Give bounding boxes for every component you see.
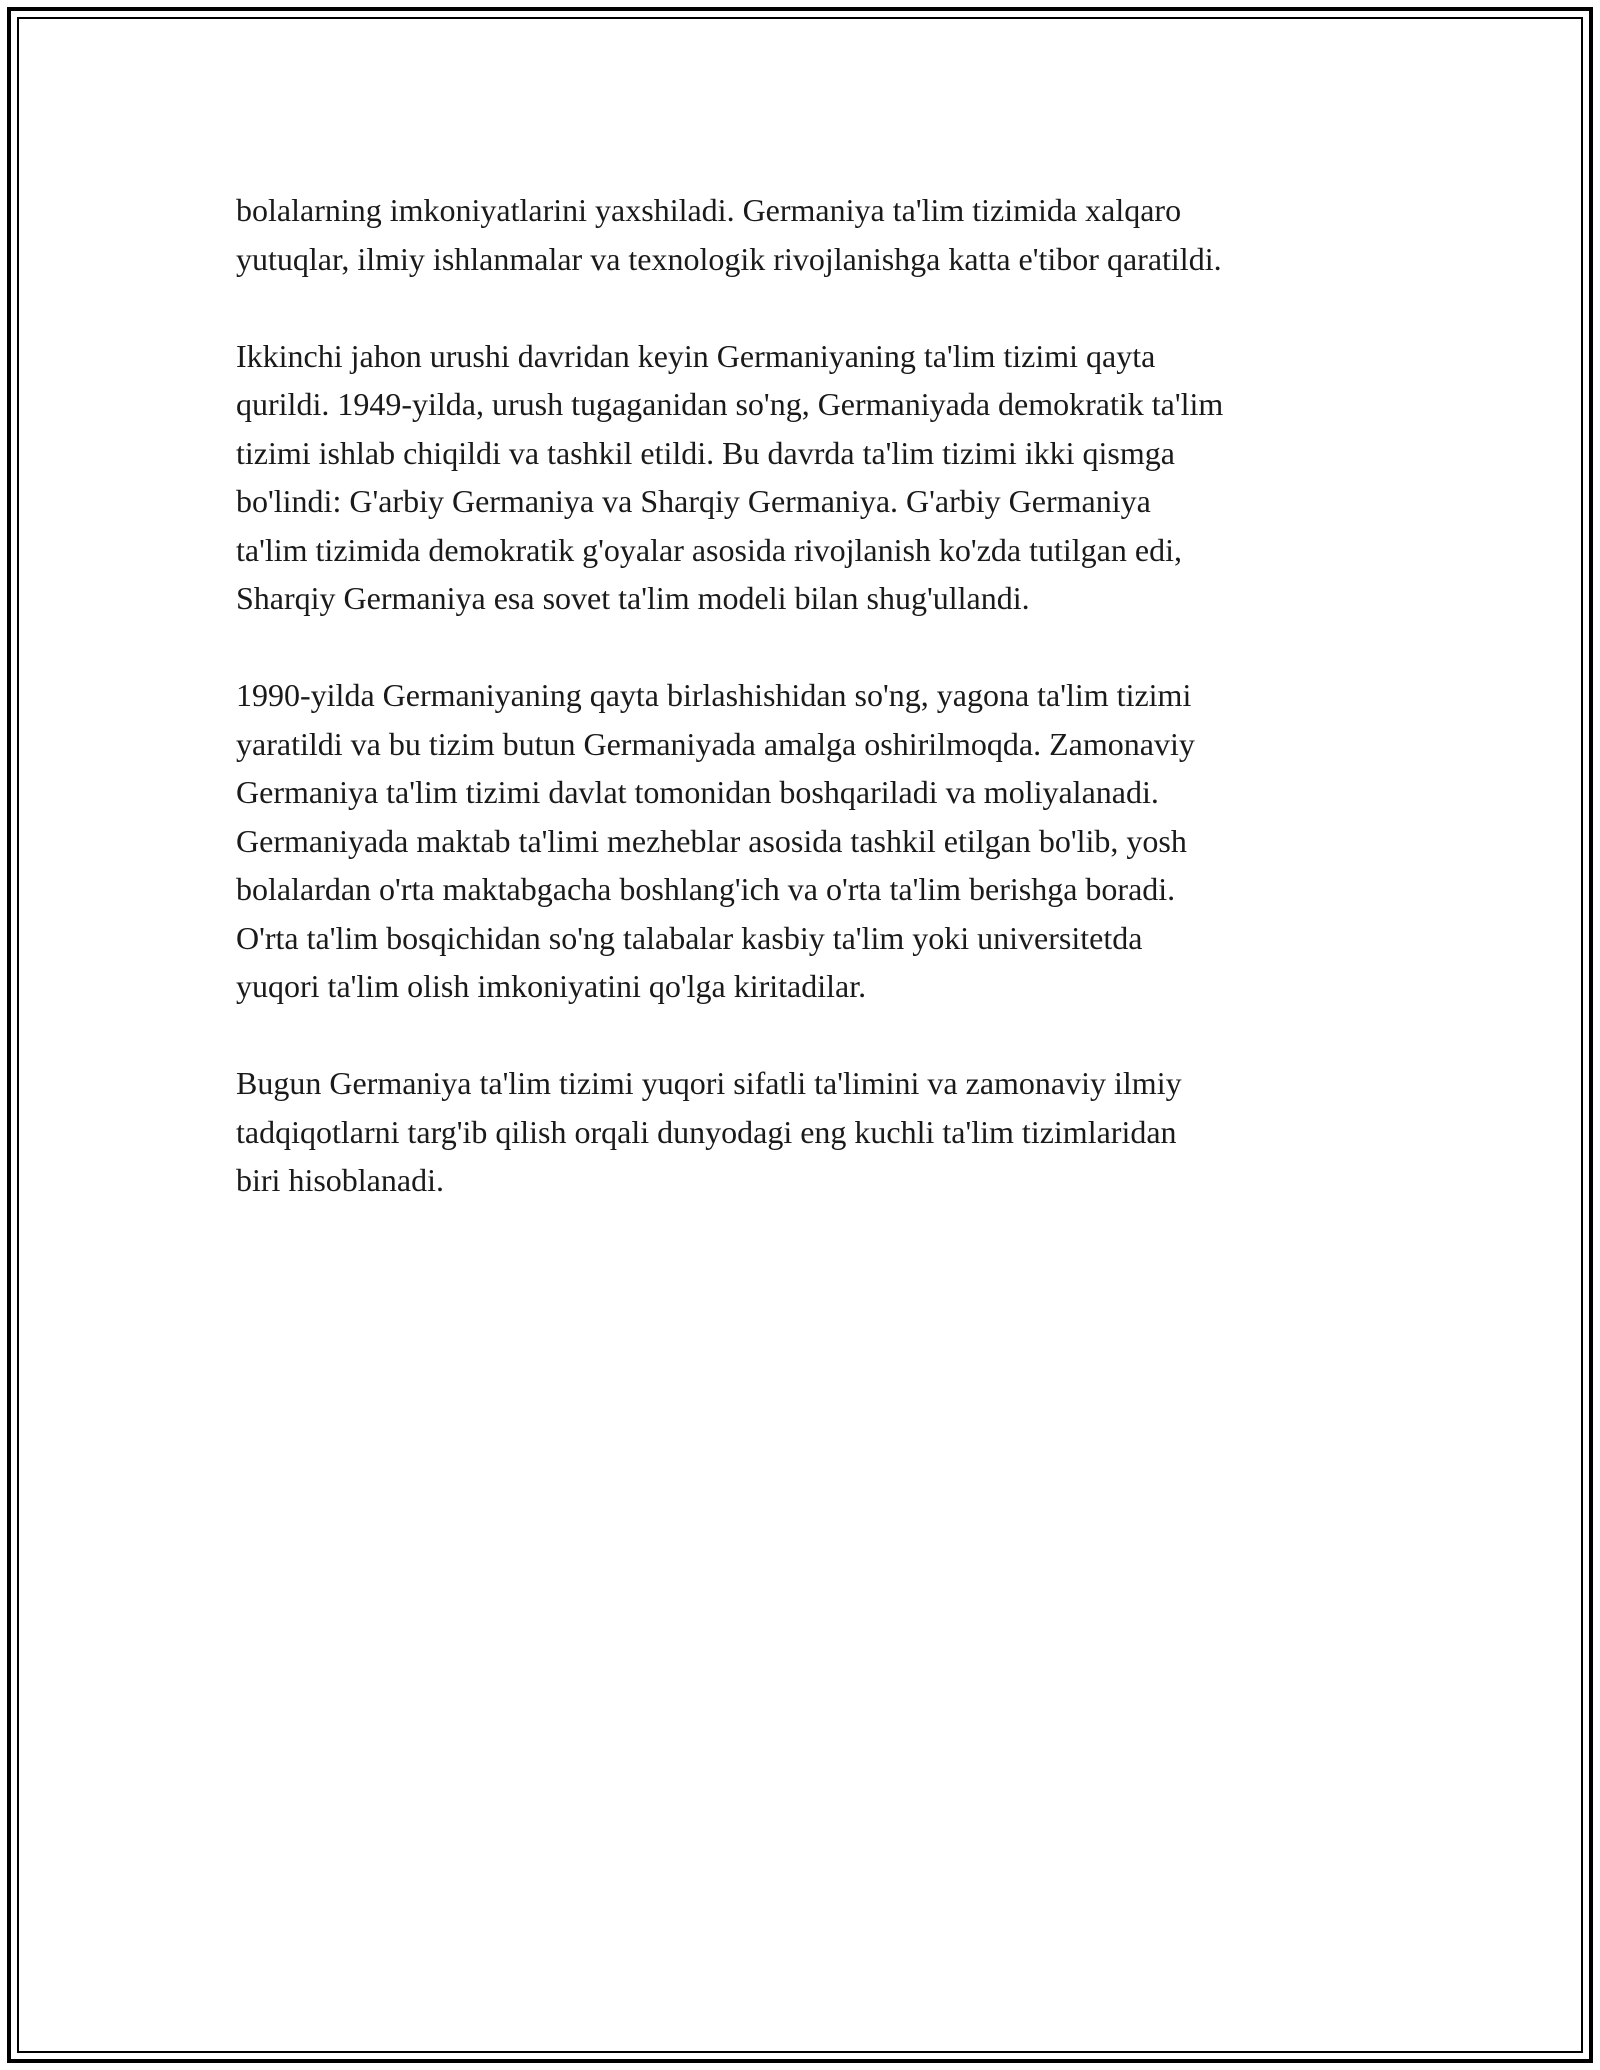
paragraph — [236, 671, 1386, 1011]
paragraph — [236, 186, 1386, 283]
text-line: bolalarning imkoniyatlarini yaxshiladi. Germaniya ta'lim tizimida xalqaro — [236, 192, 1182, 228]
text-line: yutuqlar, ilmiy ishlanmalar va texnologik rivojlanishga katta e'tibor qaratildi. — [236, 240, 1222, 277]
text-line: Bugun Germaniya ta'lim tizimi yuqori sifatli ta'limini va zamonaviy ilmiy — [236, 1065, 1182, 1101]
text-line: yuqori ta'lim olish imkoniyatini qo'lga kiritadilar. — [236, 968, 867, 1004]
text-line: Sharqiy Germaniya esa sovet ta'lim modeli bilan shug'ullandi. — [236, 580, 1030, 616]
paragraph — [236, 332, 1386, 623]
document-body — [236, 186, 1386, 1253]
text-line: ta'lim tizimida demokratik g'oyalar asosida rivojlanish ko'zda tutilgan edi, — [236, 531, 1182, 568]
text-line: bolalardan o'rta maktabgacha boshlang'ich va o'rta ta'lim berishga boradi. — [236, 871, 1176, 907]
text-line: biri hisoblanadi. — [236, 1162, 444, 1198]
paragraph — [236, 1059, 1386, 1205]
text-line: Germaniyada maktab ta'limi mezheblar asosida tashkil etilgan bo'lib, yosh — [236, 822, 1187, 859]
text-line: 1990-yilda Germaniyaning qayta birlashishidan so'ng, yagona ta'lim tizimi — [236, 677, 1192, 713]
text-line: tadqiqotlarni targ'ib qilish orqali dunyodagi eng kuchli ta'lim tizimlaridan — [236, 1113, 1177, 1150]
text-line: yaratildi va bu tizim butun Germaniyada amalga oshirilmoqda. Zamonaviy — [236, 725, 1195, 762]
text-line: tizimi ishlab chiqildi va tashkil etildi. Bu davrda ta'lim tizimi ikki qismga — [236, 434, 1175, 471]
text-line: Germaniya ta'lim tizimi davlat tomonidan boshqariladi va moliyalanadi. — [236, 774, 1159, 810]
text-line: Ikkinchi jahon urushi davridan keyin Germaniyaning ta'lim tizimi qayta — [236, 337, 1156, 374]
text-line: bo'lindi: G'arbiy Germaniya va Sharqiy Germaniya. G'arbiy Germaniya — [236, 483, 1151, 519]
text-line: qurildi. 1949-yilda, urush tugaganidan so'ng, Germaniyada demokratik ta'lim — [236, 386, 1224, 422]
text-line: O'rta ta'lim bosqichidan so'ng talabalar kasbiy ta'lim yoki universitetda — [236, 919, 1143, 956]
